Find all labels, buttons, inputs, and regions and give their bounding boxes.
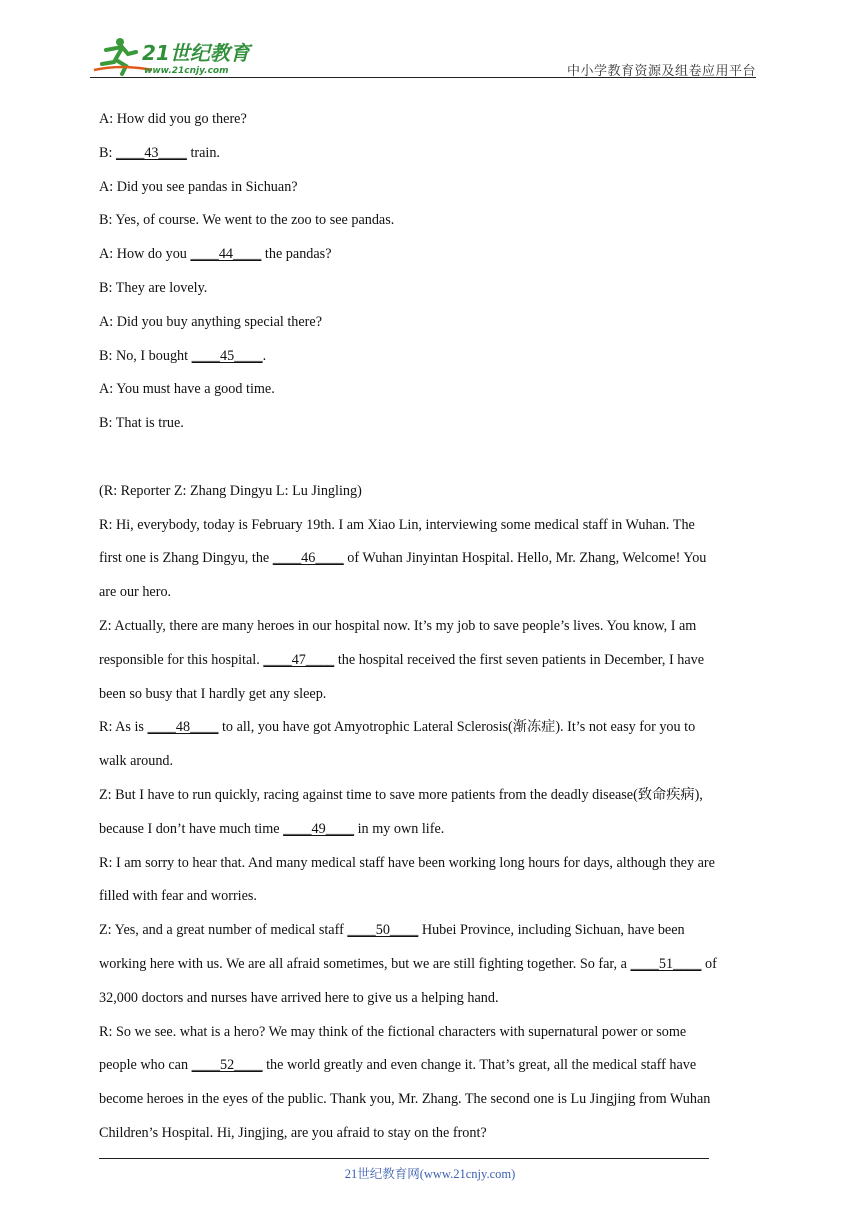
- text-segment: are our hero.: [99, 584, 172, 601]
- text-segment: B: No, I bought: [99, 347, 192, 364]
- text-line: [99, 407, 765, 441]
- text-segment: 32,000 doctors and nurses have arrived here to give us a helping hand.: [99, 989, 499, 1006]
- text-segment: (R: Reporter Z: Zhang Dingyu L: Lu Jingling): [99, 482, 362, 499]
- text-segment: walk around.: [99, 753, 174, 770]
- text-line: [99, 678, 765, 712]
- text-line: [99, 644, 765, 678]
- text-segment: become heroes in the eyes of the public. Thank you, Mr. Zhang. The second one is Lu Jingjing from Wuhan: [99, 1091, 711, 1108]
- answer-blank: ____44____: [190, 246, 262, 263]
- answer-blank: ____46____: [272, 550, 344, 567]
- text-line: [99, 509, 765, 543]
- text-segment: to all, you have got Amyotrophic Lateral Sclerosis(渐冻症). It’s not easy for you to: [218, 719, 696, 736]
- text-line: [99, 373, 765, 407]
- header-divider: [90, 77, 756, 78]
- text-line: [99, 171, 765, 205]
- text-segment: because I don’t have much time: [99, 820, 284, 837]
- answer-blank: ____47____: [263, 651, 335, 668]
- text-segment: R: So we see. what is a hero? We may think of the fictional characters with supernatural power or some: [99, 1023, 687, 1040]
- text-segment: B: They are lovely.: [99, 279, 208, 296]
- text-line: [99, 1016, 765, 1050]
- text-line: [99, 1049, 765, 1083]
- text-line: [99, 813, 765, 847]
- text-line: [99, 238, 765, 272]
- text-segment: R: I am sorry to hear that. And many medical staff have been working long hours for days, although they are: [99, 854, 715, 871]
- header-platform-text: 中小学教育资源及组卷应用平台: [566, 64, 756, 79]
- footer-text: 21世纪教育网(www.21cnjy.com): [344, 1167, 516, 1181]
- answer-blank: ____49____: [283, 820, 355, 837]
- text-segment: Hubei Province, including Sichuan, have been: [418, 922, 685, 939]
- footer-divider: [99, 1158, 709, 1159]
- text-line: [99, 272, 765, 306]
- text-segment: .: [262, 347, 267, 364]
- text-line: [99, 982, 765, 1016]
- text-line: [99, 475, 765, 509]
- text-segment: working here with us. We are all afraid sometimes, but we are still fighting together. So far, a: [99, 955, 631, 972]
- svg-text:www.21cnjy.com: www.21cnjy.com: [144, 66, 229, 76]
- answer-blank: ____48____: [147, 719, 219, 736]
- text-segment: the hospital received the first seven patients in December, I have: [334, 651, 705, 668]
- text-line: [99, 914, 765, 948]
- text-segment: in my own life.: [354, 820, 445, 837]
- text-line: [99, 576, 765, 610]
- document-body: [99, 103, 765, 1151]
- text-line: [99, 880, 765, 914]
- text-line: [99, 745, 765, 779]
- text-segment: A: Did you see pandas in Sichuan?: [99, 178, 298, 195]
- text-segment: Z: Yes, and a great number of medical staff: [99, 922, 348, 939]
- text-segment: R: As is: [99, 719, 148, 736]
- text-line: [99, 779, 765, 813]
- text-segment: R: Hi, everybody, today is February 19th. I am Xiao Lin, interviewing some medical staff in Wuhan. The: [99, 516, 695, 533]
- text-line: [99, 103, 765, 137]
- text-segment: Z: But I have to run quickly, racing against time to save more patients from the deadly disease(致命疾病),: [99, 786, 703, 803]
- text-segment: first one is Zhang Dingyu, the: [99, 550, 273, 567]
- text-segment: responsible for this hospital.: [99, 651, 264, 668]
- answer-blank: ____52____: [191, 1057, 263, 1074]
- svg-text:21世纪教育: 21世纪教育: [142, 41, 250, 65]
- text-segment: people who can: [99, 1057, 192, 1074]
- text-segment: the pandas?: [261, 246, 332, 263]
- text-segment: filled with fear and worries.: [99, 888, 257, 905]
- answer-blank: ____43____: [115, 144, 187, 161]
- page-header: [90, 30, 756, 78]
- text-line: [99, 204, 765, 238]
- text-segment: A: How do you: [99, 246, 191, 263]
- text-line: [99, 610, 765, 644]
- text-segment: of Wuhan Jinyintan Hospital. Hello, Mr. Zhang, Welcome! You: [343, 550, 707, 567]
- text-segment: B:: [99, 144, 116, 161]
- text-line: [99, 306, 765, 340]
- text-segment: the world greatly and even change it. That’s great, all the medical staff have: [262, 1057, 697, 1074]
- text-line: [99, 948, 765, 982]
- text-segment: B: Yes, of course. We went to the zoo to see pandas.: [99, 212, 395, 229]
- answer-blank: ____45____: [191, 347, 263, 364]
- answer-blank: ____50____: [347, 922, 419, 939]
- logo-icon: [92, 34, 262, 76]
- text-line: [99, 340, 765, 374]
- text-line: [99, 1117, 765, 1151]
- text-segment: A: How did you go there?: [99, 111, 247, 127]
- answer-blank: ____51____: [630, 955, 702, 972]
- text-segment: of: [701, 955, 717, 972]
- text-segment: A: Did you buy anything special there?: [99, 313, 323, 330]
- text-segment: been so busy that I hardly get any sleep.: [99, 685, 327, 702]
- text-segment: Z: Actually, there are many heroes in our hospital now. It’s my job to save people’s lives. You know, I am: [99, 617, 697, 634]
- text-segment: train.: [186, 144, 220, 161]
- text-line: [99, 711, 765, 745]
- text-segment: B: That is true.: [99, 415, 184, 432]
- text-line: [99, 137, 765, 171]
- text-line: [99, 542, 765, 576]
- text-segment: Children’s Hospital. Hi, Jingjing, are you afraid to stay on the front?: [99, 1124, 487, 1141]
- text-line: [99, 1083, 765, 1117]
- text-line: [99, 847, 765, 881]
- text-segment: A: You must have a good time.: [99, 381, 275, 398]
- blank-line: [99, 441, 765, 475]
